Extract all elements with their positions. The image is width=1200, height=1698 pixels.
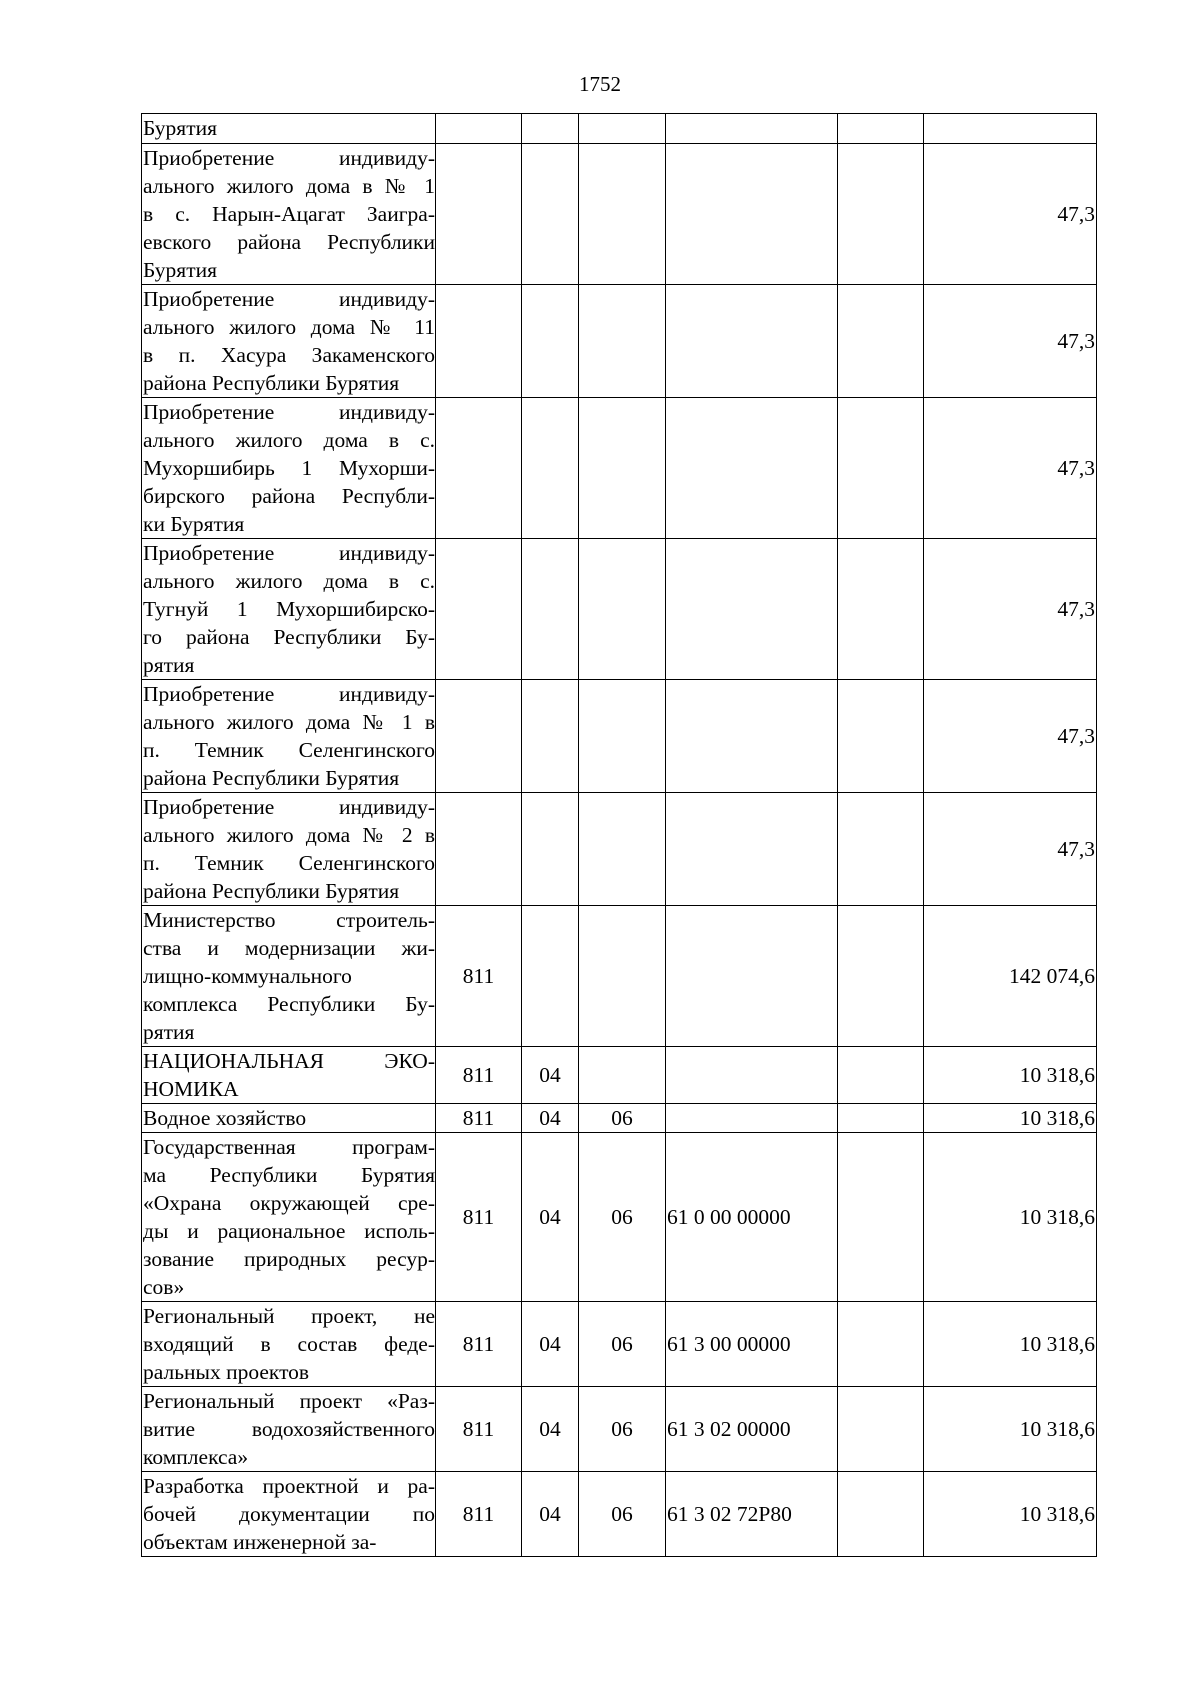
table-body bbox=[142, 114, 1097, 1557]
section-code-cell bbox=[522, 906, 579, 1047]
expense-type-cell bbox=[838, 539, 924, 680]
subsection-code-cell bbox=[579, 539, 666, 680]
description-line: го района Республики Бу- bbox=[143, 625, 435, 649]
description-line: Региональный проект, не bbox=[143, 1304, 435, 1328]
table-row bbox=[142, 906, 1097, 1047]
description-line: входящий в состав феде- bbox=[143, 1332, 435, 1356]
subsection-code-cell: 06 bbox=[579, 1472, 666, 1557]
ministry-code-cell bbox=[436, 144, 522, 285]
expense-type-cell bbox=[838, 285, 924, 398]
subsection-code-cell: 06 bbox=[579, 1387, 666, 1472]
amount-cell: 142 074,6 bbox=[924, 906, 1097, 1047]
row-description bbox=[142, 906, 436, 1047]
expense-type-cell bbox=[838, 1472, 924, 1557]
target-article-cell bbox=[666, 539, 838, 680]
table-row bbox=[142, 1387, 1097, 1472]
description-line: п. Темник Селенгинского bbox=[143, 738, 435, 762]
target-article-cell bbox=[666, 906, 838, 1047]
ministry-code-cell bbox=[436, 680, 522, 793]
target-article-cell bbox=[666, 398, 838, 539]
target-article-cell: 61 3 02 72Р80 bbox=[666, 1472, 838, 1557]
target-article-cell: 61 3 00 00000 bbox=[666, 1302, 838, 1387]
description-line: ства и модернизации жи- bbox=[143, 936, 435, 960]
table-row bbox=[142, 1302, 1097, 1387]
description-line: ального жилого дома в с. bbox=[143, 428, 435, 452]
amount-cell: 10 318,6 bbox=[924, 1104, 1097, 1133]
section-code-cell bbox=[522, 144, 579, 285]
subsection-code-cell bbox=[579, 144, 666, 285]
ministry-code-cell: 811 bbox=[436, 906, 522, 1047]
description-line: ального жилого дома в с. bbox=[143, 569, 435, 593]
ministry-code-cell: 811 bbox=[436, 1387, 522, 1472]
amount-cell: 47,3 bbox=[924, 144, 1097, 285]
section-code-cell bbox=[522, 680, 579, 793]
expense-type-cell bbox=[838, 680, 924, 793]
target-article-cell bbox=[666, 793, 838, 906]
amount-cell: 10 318,6 bbox=[924, 1302, 1097, 1387]
row-description bbox=[142, 1104, 436, 1133]
description-line: комплекса» bbox=[143, 1445, 249, 1469]
expense-type-cell bbox=[838, 144, 924, 285]
description-line: ральных проектов bbox=[143, 1360, 310, 1384]
description-line: комплекса Республики Бу- bbox=[143, 992, 435, 1016]
description-line: района Республики Бурятия bbox=[143, 766, 400, 790]
amount-cell: 10 318,6 bbox=[924, 1472, 1097, 1557]
description-line: Тугнуй 1 Мухоршибирско- bbox=[143, 597, 435, 621]
expense-type-cell bbox=[838, 1104, 924, 1133]
description-line: ма Республики Бурятия bbox=[143, 1163, 435, 1187]
amount-cell: 47,3 bbox=[924, 680, 1097, 793]
section-code-cell: 04 bbox=[522, 1387, 579, 1472]
expense-type-cell bbox=[838, 114, 924, 144]
table-row bbox=[142, 680, 1097, 793]
description-line: Государственная програм- bbox=[143, 1135, 435, 1159]
description-line: бочей документации по bbox=[143, 1502, 435, 1526]
description-line: ального жилого дома № 2 в bbox=[143, 823, 435, 847]
subsection-code-cell bbox=[579, 1047, 666, 1104]
amount-cell: 47,3 bbox=[924, 539, 1097, 680]
row-description bbox=[142, 539, 436, 680]
expense-type-cell bbox=[838, 1133, 924, 1302]
amount-cell: 47,3 bbox=[924, 285, 1097, 398]
subsection-code-cell bbox=[579, 906, 666, 1047]
row-description bbox=[142, 1047, 436, 1104]
subsection-code-cell: 06 bbox=[579, 1104, 666, 1133]
table-row bbox=[142, 793, 1097, 906]
description-line: Мухоршибирь 1 Мухорши- bbox=[143, 456, 435, 480]
ministry-code-cell: 811 bbox=[436, 1472, 522, 1557]
description-line: лищно-коммунального bbox=[143, 964, 352, 988]
description-line: Региональный проект «Раз- bbox=[143, 1389, 435, 1413]
description-line: ального жилого дома № 11 bbox=[143, 315, 435, 339]
row-description bbox=[142, 680, 436, 793]
description-line: сов» bbox=[143, 1275, 185, 1299]
description-line: п. Темник Селенгинского bbox=[143, 851, 435, 875]
expense-type-cell bbox=[838, 793, 924, 906]
description-line: бирского района Республи- bbox=[143, 484, 435, 508]
target-article-cell bbox=[666, 114, 838, 144]
row-description bbox=[142, 285, 436, 398]
description-line: Приобретение индивиду- bbox=[143, 682, 435, 706]
table-row bbox=[142, 1047, 1097, 1104]
target-article-cell: 61 0 00 00000 bbox=[666, 1133, 838, 1302]
section-code-cell: 04 bbox=[522, 1302, 579, 1387]
row-description bbox=[142, 1472, 436, 1557]
description-line: рятия bbox=[143, 653, 195, 677]
description-line: Бурятия bbox=[143, 116, 217, 140]
row-description bbox=[142, 144, 436, 285]
table-row bbox=[142, 1133, 1097, 1302]
section-code-cell: 04 bbox=[522, 1472, 579, 1557]
description-line: витие водохозяйственного bbox=[143, 1417, 435, 1441]
expense-type-cell bbox=[838, 906, 924, 1047]
description-line: Приобретение индивиду- bbox=[143, 795, 435, 819]
description-line: Разработка проектной и ра- bbox=[143, 1474, 435, 1498]
target-article-cell: 61 3 02 00000 bbox=[666, 1387, 838, 1472]
ministry-code-cell bbox=[436, 114, 522, 144]
row-description bbox=[142, 1302, 436, 1387]
ministry-code-cell: 811 bbox=[436, 1302, 522, 1387]
table-row bbox=[142, 1472, 1097, 1557]
subsection-code-cell bbox=[579, 285, 666, 398]
row-description bbox=[142, 114, 436, 144]
description-line: Приобретение индивиду- bbox=[143, 146, 435, 170]
description-line: НОМИКА bbox=[143, 1077, 239, 1101]
description-line: в п. Хасура Закаменского bbox=[143, 343, 435, 367]
ministry-code-cell bbox=[436, 793, 522, 906]
ministry-code-cell: 811 bbox=[436, 1104, 522, 1133]
description-line: ки Бурятия bbox=[143, 512, 245, 536]
section-code-cell bbox=[522, 398, 579, 539]
ministry-code-cell: 811 bbox=[436, 1047, 522, 1104]
description-line: зование природных ресур- bbox=[143, 1247, 435, 1271]
subsection-code-cell bbox=[579, 398, 666, 539]
expense-type-cell bbox=[838, 1047, 924, 1104]
target-article-cell bbox=[666, 680, 838, 793]
subsection-code-cell bbox=[579, 680, 666, 793]
section-code-cell bbox=[522, 793, 579, 906]
table-row bbox=[142, 1104, 1097, 1133]
row-description bbox=[142, 1387, 436, 1472]
expense-type-cell bbox=[838, 398, 924, 539]
ministry-code-cell bbox=[436, 285, 522, 398]
ministry-code-cell bbox=[436, 398, 522, 539]
description-line: Приобретение индивиду- bbox=[143, 400, 435, 424]
table-row bbox=[142, 539, 1097, 680]
section-code-cell bbox=[522, 539, 579, 680]
section-code-cell: 04 bbox=[522, 1133, 579, 1302]
amount-cell: 10 318,6 bbox=[924, 1387, 1097, 1472]
description-line: ального жилого дома в № 1 bbox=[143, 174, 435, 198]
target-article-cell bbox=[666, 1047, 838, 1104]
table-row bbox=[142, 144, 1097, 285]
description-line: района Республики Бурятия bbox=[143, 879, 400, 903]
subsection-code-cell bbox=[579, 114, 666, 144]
amount-cell: 10 318,6 bbox=[924, 1133, 1097, 1302]
row-description bbox=[142, 793, 436, 906]
table-row bbox=[142, 114, 1097, 144]
expense-type-cell bbox=[838, 1302, 924, 1387]
section-code-cell bbox=[522, 285, 579, 398]
target-article-cell bbox=[666, 144, 838, 285]
section-code-cell: 04 bbox=[522, 1104, 579, 1133]
description-line: ального жилого дома № 1 в bbox=[143, 710, 435, 734]
budget-table bbox=[141, 113, 1097, 1557]
ministry-code-cell: 811 bbox=[436, 1133, 522, 1302]
amount-cell: 10 318,6 bbox=[924, 1047, 1097, 1104]
amount-cell: 47,3 bbox=[924, 793, 1097, 906]
subsection-code-cell: 06 bbox=[579, 1133, 666, 1302]
table-row bbox=[142, 398, 1097, 539]
section-code-cell: 04 bbox=[522, 1047, 579, 1104]
description-line: района Республики Бурятия bbox=[143, 371, 400, 395]
description-line: Приобретение индивиду- bbox=[143, 541, 435, 565]
amount-cell: 47,3 bbox=[924, 398, 1097, 539]
row-description bbox=[142, 398, 436, 539]
section-code-cell bbox=[522, 114, 579, 144]
description-line: в с. Нарын-Ацагат Заигра- bbox=[143, 202, 435, 226]
description-line: ды и рациональное исполь- bbox=[143, 1219, 435, 1243]
amount-cell bbox=[924, 114, 1097, 144]
table-row bbox=[142, 285, 1097, 398]
description-line: «Охрана окружающей сре- bbox=[143, 1191, 435, 1215]
ministry-code-cell bbox=[436, 539, 522, 680]
expense-type-cell bbox=[838, 1387, 924, 1472]
description-line: Водное хозяйство bbox=[143, 1106, 307, 1130]
target-article-cell bbox=[666, 285, 838, 398]
subsection-code-cell: 06 bbox=[579, 1302, 666, 1387]
description-line: Бурятия bbox=[143, 258, 217, 282]
description-line: рятия bbox=[143, 1020, 195, 1044]
description-line: евского района Республики bbox=[143, 230, 435, 254]
page-number: 1752 bbox=[579, 72, 621, 96]
description-line: объектам инженерной за- bbox=[143, 1530, 377, 1554]
row-description bbox=[142, 1133, 436, 1302]
target-article-cell bbox=[666, 1104, 838, 1133]
subsection-code-cell bbox=[579, 793, 666, 906]
description-line: Министерство строитель- bbox=[143, 908, 435, 932]
description-line: Приобретение индивиду- bbox=[143, 287, 435, 311]
description-line: НАЦИОНАЛЬНАЯ ЭКО- bbox=[143, 1049, 435, 1073]
